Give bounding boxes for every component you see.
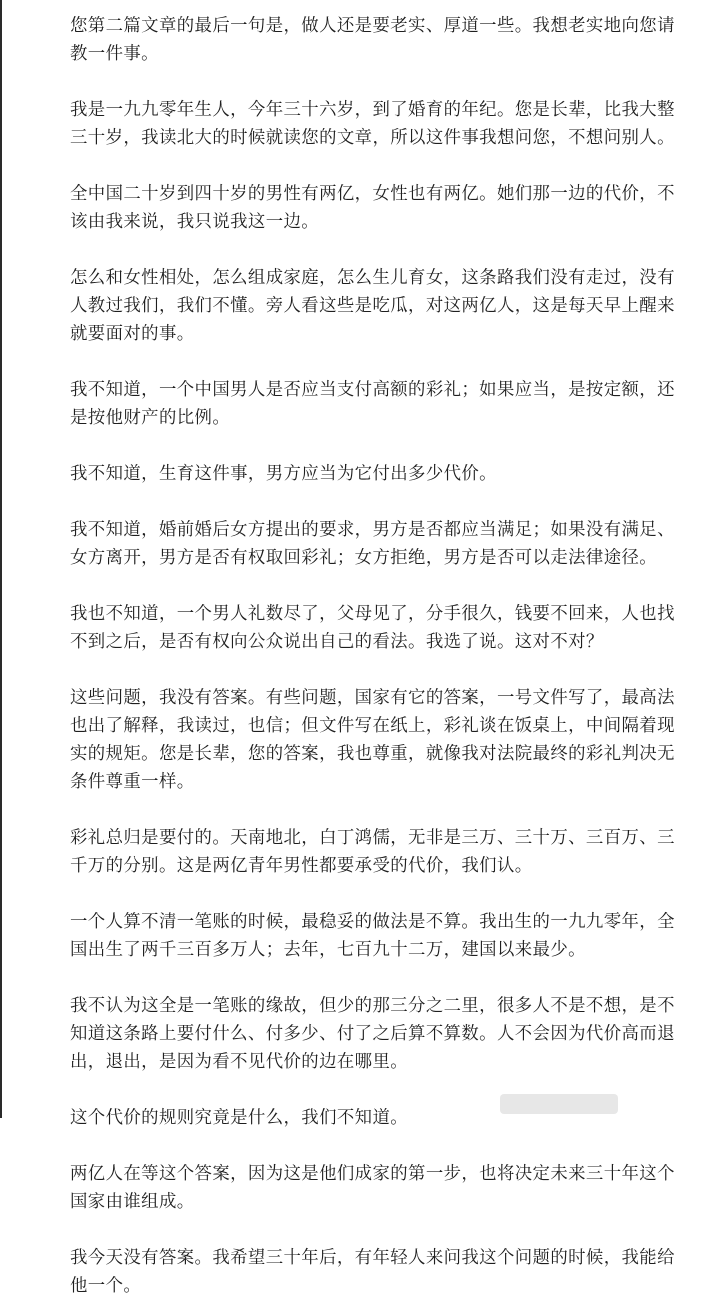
paragraph: 我不认为这全是一笔账的缘故，但少的那三分之二里，很多人不是不想，是不知道这条路上要付什么、付多少、付了之后算不算数。人不会因为代价高而退出，退出，是因为看不见代价的边在哪里。 <box>70 996 675 1072</box>
paragraph: 我今天没有答案。我希望三十年后，有年轻人来问我这个问题的时候，我能给他一个。 <box>70 1248 675 1296</box>
paragraph: 我也不知道，一个男人礼数尽了，父母见了，分手很久，钱要不回来，人也找不到之后，是否有权向公众说出自己的看法。我选了说。这对不对？ <box>70 604 675 652</box>
paragraph: 我不知道，生育这件事，男方应当为它付出多少代价。 <box>70 464 497 484</box>
paragraph: 我不知道，婚前婚后女方提出的要求，男方是否都应当满足；如果没有满足、女方离开，男方是否有权取回彩礼；女方拒绝，男方是否可以走法律途径。 <box>70 520 675 568</box>
paragraph: 两亿人在等这个答案，因为这是他们成家的第一步，也将决定未来三十年这个国家由谁组成。 <box>70 1164 675 1212</box>
paragraph: 这些问题，我没有答案。有些问题，国家有它的答案，一号文件写了，最高法也出了解释，我读过，也信；但文件写在纸上，彩礼谈在饭桌上，中间隔着现实的规矩。您是长辈，您的答案，我也尊重，就像我对法院最终的彩礼判决无条件尊重一样。 <box>70 688 675 792</box>
watermark-overlay <box>500 1094 618 1114</box>
paragraph: 我不知道，一个中国男人是否应当支付高额的彩礼；如果应当，是按定额，还是按他财产的比例。 <box>70 380 675 428</box>
paragraph: 一个人算不清一笔账的时候，最稳妥的做法是不算。我出生的一九九零年，全国出生了两千三百多万人；去年，七百九十二万，建国以来最少。 <box>70 912 675 960</box>
paragraph: 怎么和女性相处，怎么组成家庭，怎么生儿育女，这条路我们没有走过，没有人教过我们，我们不懂。旁人看这些是吃瓜，对这两亿人，这是每天早上醒来就要面对的事。 <box>70 268 675 344</box>
paragraph: 全中国二十岁到四十岁的男性有两亿，女性也有两亿。她们那一边的代价，不该由我来说，我只说我这一边。 <box>70 184 675 232</box>
paragraph: 这个代价的规则究竟是什么，我们不知道。 <box>70 1108 409 1128</box>
paragraph: 我是一九九零年生人，今年三十六岁，到了婚育的年纪。您是长辈，比我大整三十岁，我读北大的时候就读您的文章，所以这件事我想问您，不想问别人。 <box>70 100 675 148</box>
paragraph: 您第二篇文章的最后一句是，做人还是要老实、厚道一些。我想老实地向您请教一件事。 <box>70 16 675 64</box>
paragraph: 彩礼总归是要付的。天南地北，白丁鸿儒，无非是三万、三十万、三百万、三千万的分别。这是两亿青年男性都要承受的代价，我们认。 <box>70 828 675 876</box>
